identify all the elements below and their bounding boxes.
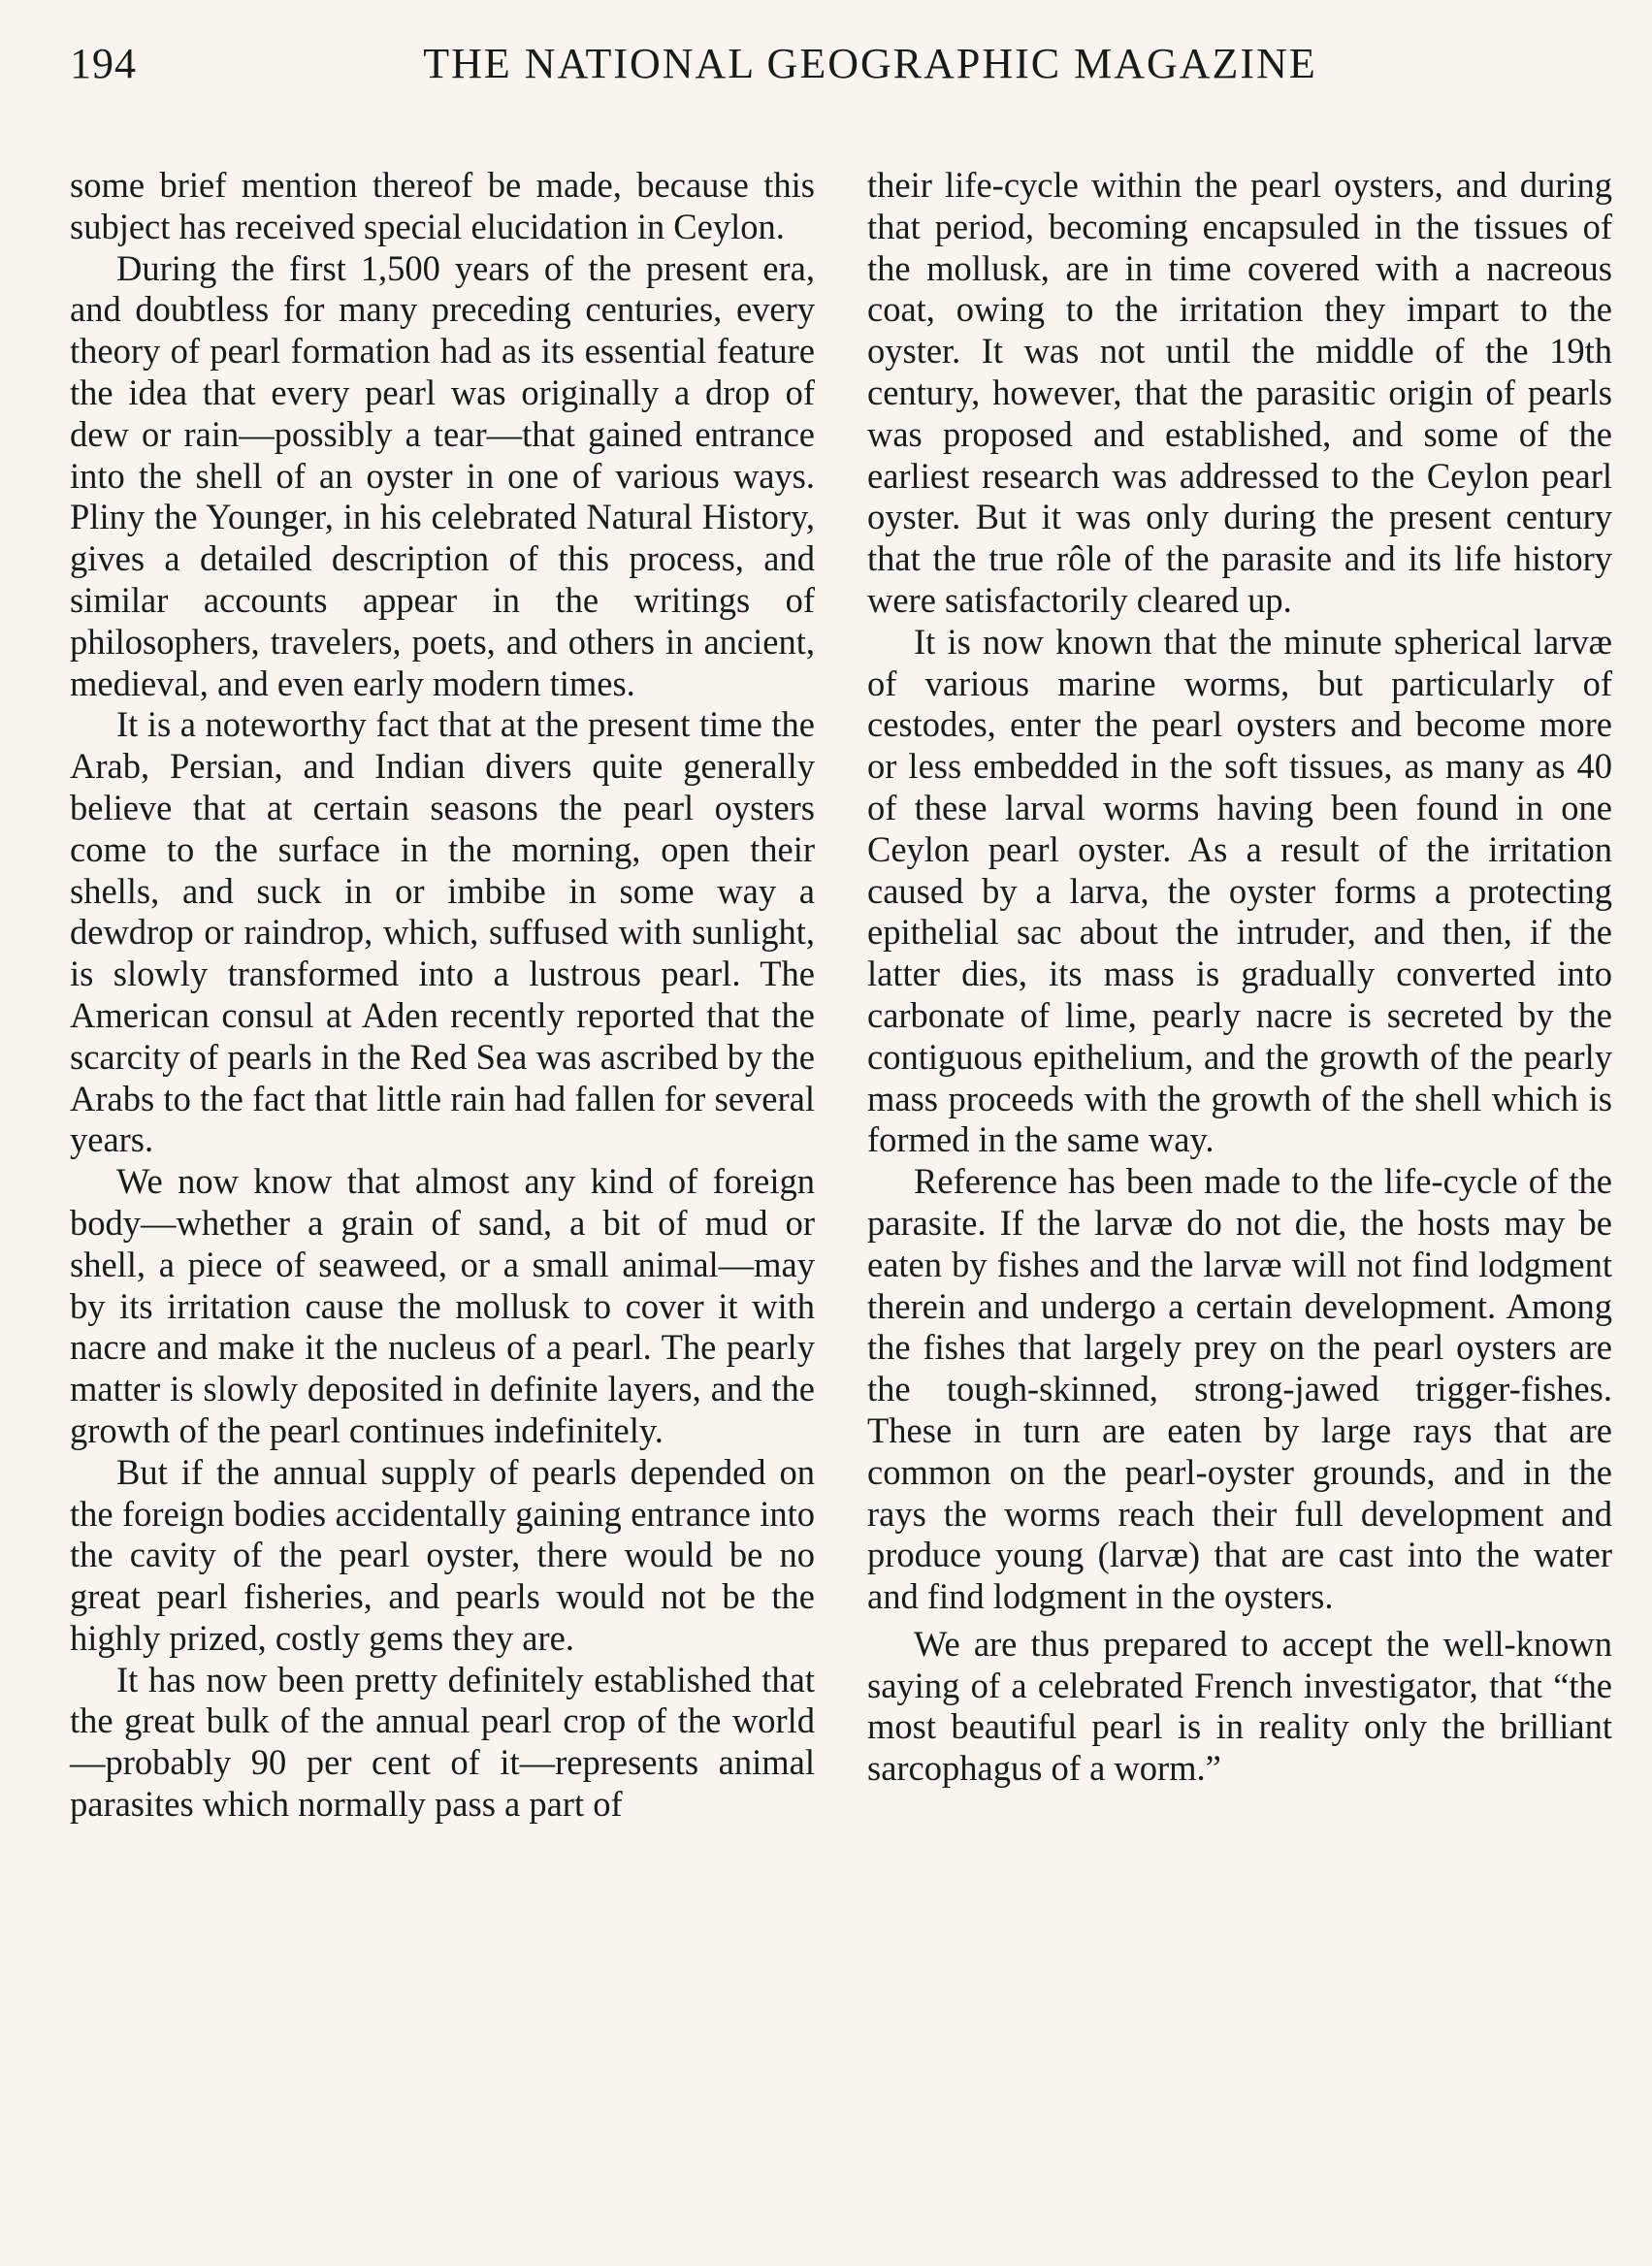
paragraph: But if the annual supply of pearls depended on the foreign bodies accidentally gaining entrance into the cavity of the pearl oyster, there would be no great pearl fisheries, and pearls would not be the highly prized, costly gems they are. (70, 1451, 815, 1658)
paragraph: We now know that almost any kind of foreign body—whether a grain of sand, a bit of mud or shell, a piece of seaweed, or a small animal—may by its irritation cause the mollusk to cover it with nacre and make it the nucleus of a pearl. The pearly matter is slowly deposited in definite layers, and the growth of the pearl continues indefinitely. (70, 1161, 815, 1450)
running-title: THE NATIONAL GEOGRAPHIC MAGAZINE (423, 40, 1317, 87)
paragraph: During the first 1,500 years of the present era, and doubtless for many preceding centuries, every theory of pearl formation had as its essential feature the idea that every pearl was originally a drop of dew or rain—possibly a tear—that gained entrance into the shell of an oyster in one of various ways. Pliny the Younger, in his celebrated Natural History, gives a detailed description of this process, and similar accounts appear in the writings of philosophers, travelers, poets, and others in ancient, medieval, and even early modern times. (70, 247, 815, 703)
page-header (70, 39, 1612, 107)
page-number: 194 (70, 40, 137, 87)
paragraph: some brief mention thereof be made, because this subject has received special elucidation in Ceylon. (70, 165, 815, 246)
paragraph: their life-cycle within the pearl oysters, and during that period, becoming encapsuled in the tissues of the mollusk, are in time covered with a nacreous coat, owing to the irritation they impart to the oyster. It was not until the middle of the 19th century, however, that the parasitic origin of pearls was proposed and established, and some of the earliest research was addressed to the Ceylon pearl oyster. But it was only during the present century that the true rôle of the parasite and its life history were satisfactorily cleared up. (867, 165, 1612, 620)
paragraph: It is now known that the minute spherical larvæ of various marine worms, but particularly of cestodes, enter the pearl oysters and become more or less embedded in the soft tissues, as many as 40 of these larval worms having been found in one Ceylon pearl oyster. As a result of the irritation caused by a larva, the oyster forms a protecting epithelial sac about the intruder, and then, if the latter dies, its mass is gradually converted into carbonate of lime, pearly nacre is secreted by the contiguous epithelium, and the growth of the pearly mass proceeds with the growth of the shell which is formed in the same way. (867, 621, 1612, 1160)
magazine-page (70, 39, 1612, 2231)
paragraph: It has now been pretty definitely established that the great bulk of the annual pearl crop of the world—probably 90 per cent of it—represents animal parasites which normally pass a part of (70, 1659, 815, 1825)
paragraph: It is a noteworthy fact that at the present time the Arab, Persian, and Indian divers quite generally believe that at certain seasons the pearl oysters come to the surface in the morning, open their shells, and suck in or imbibe in some way a dewdrop or raindrop, which, suffused with sunlight, is slowly transformed into a lustrous pearl. The American consul at Aden recently reported that the scarcity of pearls in the Red Sea was ascribed by the Arabs to the fact that little rain had fallen for several years. (70, 704, 815, 1160)
left-column (70, 165, 815, 1826)
paragraph: Reference has been made to the life-cycle of the parasite. If the larvæ do not die, the hosts may be eaten by fishes and the larvæ will not find lodgment therein and undergo a certain development. Among the fishes that largely prey on the pearl oysters are the tough-skinned, strong-jawed trigger-fishes. These in turn are eaten by large rays that are common on the pearl-oyster grounds, and in the rays the worms reach their full development and produce young (larvæ) that are cast into the water and find lodgment in the oysters. (867, 1161, 1612, 1617)
text-columns (70, 165, 1612, 1826)
right-column (867, 165, 1612, 1826)
paragraph: We are thus prepared to accept the well-known saying of a celebrated French investigator, that “the most beautiful pearl is in reality only the brilliant sarcophagus of a worm.” (867, 1623, 1612, 1789)
